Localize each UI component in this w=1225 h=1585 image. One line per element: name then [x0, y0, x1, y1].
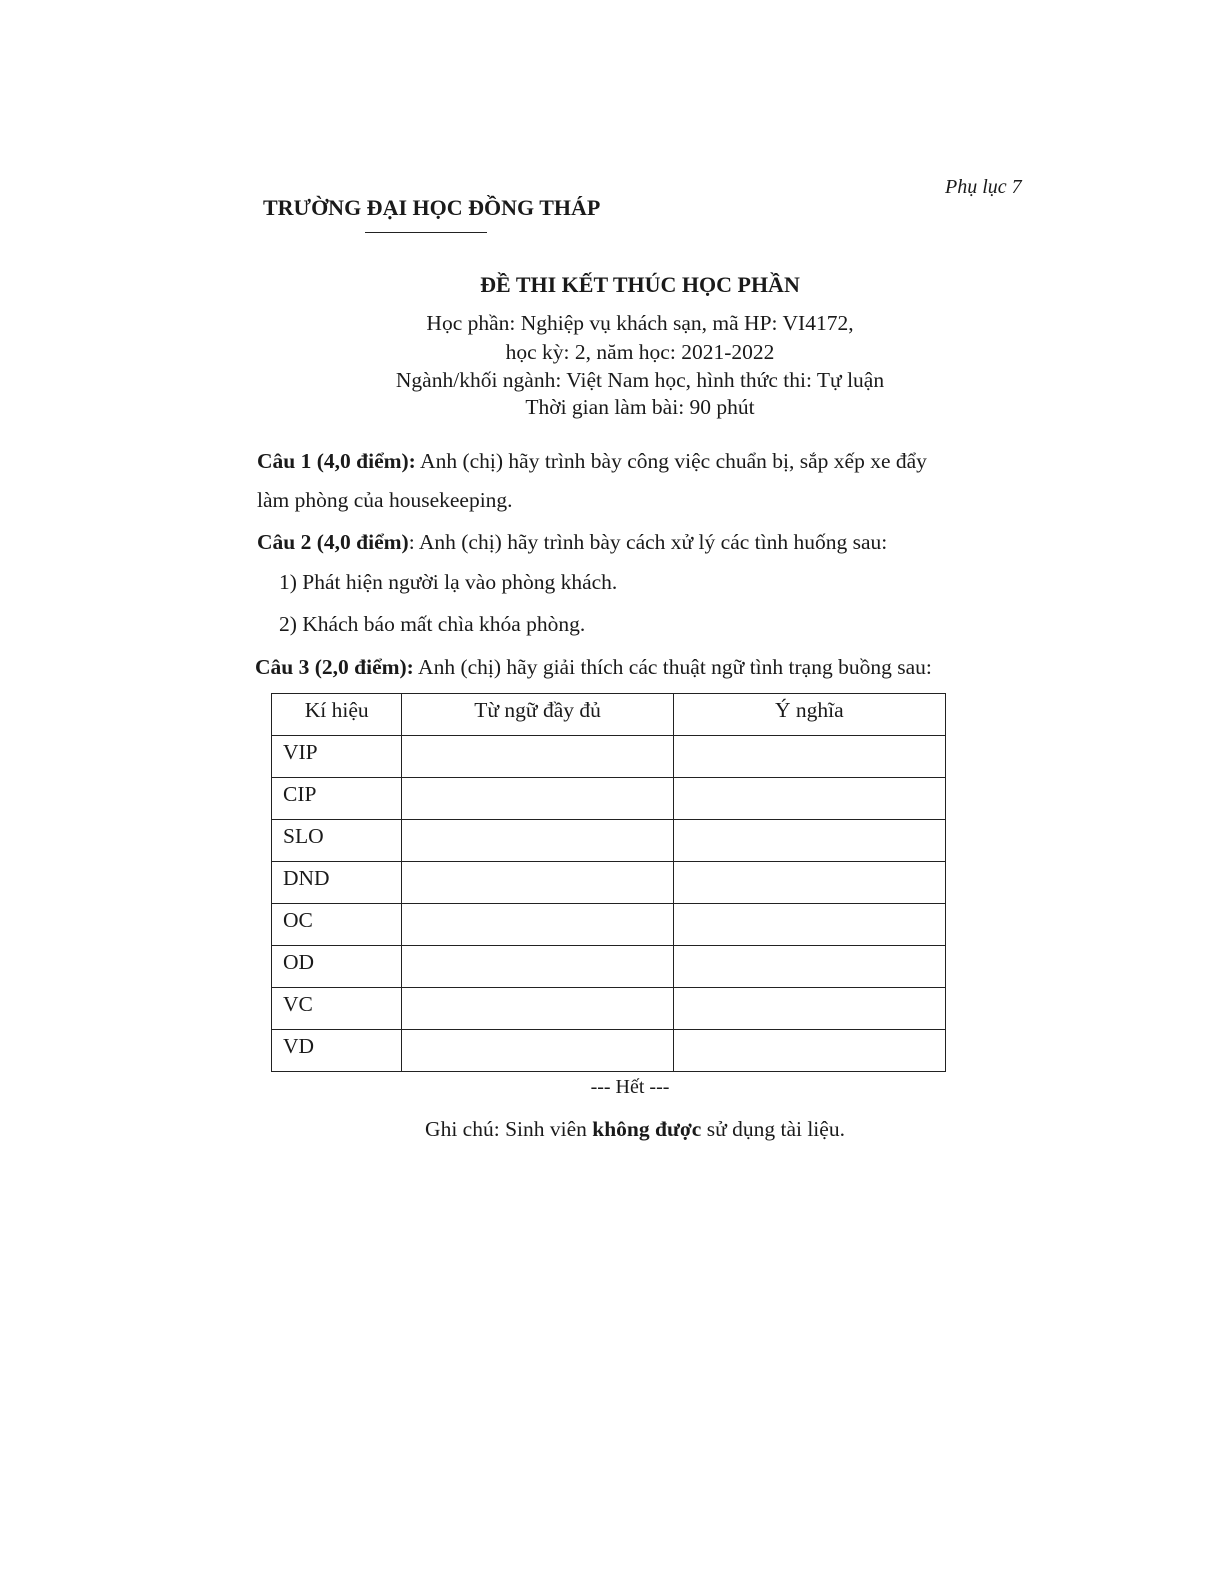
- table-row: [272, 988, 946, 1030]
- row-full-term-cell: [402, 904, 673, 946]
- header-meaning: Ý nghĩa: [673, 694, 945, 736]
- question-1-continuation: làm phòng của housekeeping.: [257, 488, 513, 512]
- question-1: [257, 449, 1037, 475]
- question-2-label: Câu 2 (4,0 điểm): [257, 530, 409, 554]
- table-header-row: [272, 694, 946, 736]
- question-2-item-1: 1) Phát hiện người lạ vào phòng khách.: [279, 570, 618, 594]
- row-full-term-cell: [402, 820, 673, 862]
- table-row: [272, 820, 946, 862]
- question-1-label: Câu 1 (4,0 điểm):: [257, 449, 416, 473]
- table-row: [272, 1030, 946, 1072]
- row-meaning-cell: [673, 820, 945, 862]
- appendix-label: Phụ lục 7: [945, 176, 1022, 198]
- row-meaning-cell: [673, 988, 945, 1030]
- row-symbol: CIP: [272, 778, 402, 820]
- row-symbol: VIP: [272, 736, 402, 778]
- note-emphasis: không được: [592, 1117, 702, 1141]
- row-full-term-cell: [402, 1030, 673, 1072]
- school-name: TRƯỜNG ĐẠI HỌC ĐỒNG THÁP: [263, 195, 601, 220]
- semester-line: học kỳ: 2, năm học: 2021-2022: [505, 340, 775, 364]
- row-symbol: DND: [272, 862, 402, 904]
- question-3-text: Anh (chị) hãy giải thích các thuật ngữ tình trạng buồng sau:: [413, 655, 932, 679]
- row-symbol: VD: [272, 1030, 402, 1072]
- row-full-term-cell: [402, 778, 673, 820]
- table-row: [272, 736, 946, 778]
- course-line: Học phần: Nghiệp vụ khách sạn, mã HP: VI4172,: [426, 311, 854, 335]
- row-meaning-cell: [673, 736, 945, 778]
- row-meaning-cell: [673, 778, 945, 820]
- row-symbol: SLO: [272, 820, 402, 862]
- row-full-term-cell: [402, 988, 673, 1030]
- note-suffix: sử dụng tài liệu.: [701, 1117, 845, 1141]
- question-2-text: : Anh (chị) hãy trình bày cách xử lý các tình huống sau:: [408, 530, 888, 554]
- header-symbol: Kí hiệu: [272, 694, 402, 736]
- question-3: [255, 655, 932, 681]
- header-full-term: Từ ngữ đầy đủ: [402, 694, 673, 736]
- row-meaning-cell: [673, 862, 945, 904]
- row-full-term-cell: [402, 946, 673, 988]
- end-marker: --- Hết ---: [590, 1076, 670, 1098]
- duration-line: Thời gian làm bài: 90 phút: [525, 395, 755, 419]
- footer-note: [240, 1117, 1030, 1142]
- question-1-text: Anh (chị) hãy trình bày công việc chuẩn bị, sắp xếp xe đẩy: [415, 449, 927, 473]
- question-3-label: Câu 3 (2,0 điểm):: [255, 655, 414, 679]
- school-underline: [365, 232, 487, 233]
- terms-table: [271, 693, 946, 1072]
- exam-title: ĐỀ THI KẾT THÚC HỌC PHẦN: [480, 272, 800, 297]
- table-row: [272, 862, 946, 904]
- row-full-term-cell: [402, 736, 673, 778]
- row-meaning-cell: [673, 904, 945, 946]
- note-prefix: Ghi chú: Sinh viên: [425, 1117, 593, 1141]
- major-line: Ngành/khối ngành: Việt Nam học, hình thức thi: Tự luận: [395, 368, 885, 392]
- question-2: [257, 530, 887, 556]
- row-full-term-cell: [402, 862, 673, 904]
- table-row: [272, 904, 946, 946]
- table-row: [272, 946, 946, 988]
- row-meaning-cell: [673, 946, 945, 988]
- question-2-item-2: 2) Khách báo mất chìa khóa phòng.: [279, 612, 586, 636]
- row-symbol: OC: [272, 904, 402, 946]
- table-row: [272, 778, 946, 820]
- row-meaning-cell: [673, 1030, 945, 1072]
- row-symbol: OD: [272, 946, 402, 988]
- row-symbol: VC: [272, 988, 402, 1030]
